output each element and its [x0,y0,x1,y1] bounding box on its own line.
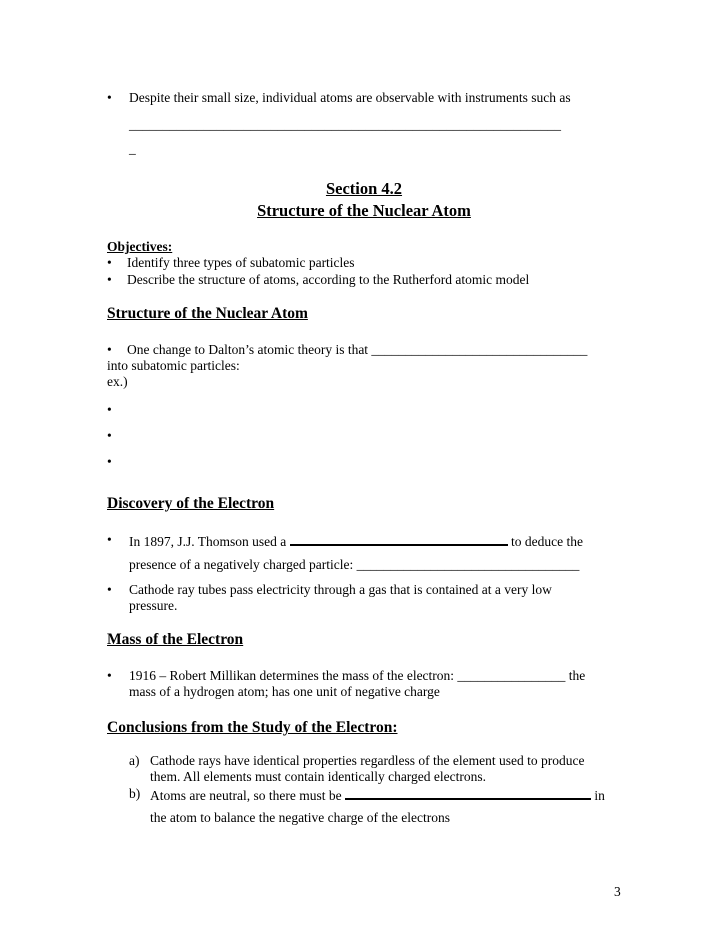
conclusion-a-label: a) [129,753,140,768]
empty-bullet: • [107,454,112,469]
empty-bullet: • [107,428,112,443]
section-number: Section 4.2 [325,179,403,198]
thomson-text-start: In 1897, J.J. Thomson used a [129,534,287,549]
conclusion-b-text-2: the atom to balance the negative charge of the electrons [150,810,450,825]
conclusion-b-text-end: in [594,788,605,803]
bullet-glyph: • [107,255,112,270]
intro-text: Despite their small size, individual atoms are observable with instruments such as [129,90,571,105]
bullet-glyph: • [107,272,112,287]
bullet-glyph: • [107,90,112,105]
structure-heading: Structure of the Nuclear Atom [107,305,308,322]
millikan-text-2: mass of a hydrogen atom; has one unit of negative charge [129,684,440,699]
millikan-text: 1916 – Robert Millikan determines the mass of the electron: ________________ the [129,668,586,683]
section-title: Structure of the Nuclear Atom [257,201,471,220]
bullet-glyph: • [107,668,112,683]
conclusion-b-text [150,786,605,804]
conclusion-b-text-start: Atoms are neutral, so there must be [150,788,342,803]
bullet-glyph: • [107,532,112,547]
intro-blank-line: ________________________________________________________________ [129,117,561,132]
structure-continuation: into subatomic particles: [107,358,240,373]
conclusion-b-blank [345,786,591,800]
mass-heading: Mass of the Electron [107,631,244,648]
conclusions-heading: Conclusions from the Study of the Electron: [107,719,398,736]
objective-item: Describe the structure of atoms, according to the Rutherford atomic model [127,272,530,287]
thomson-line2: presence of a negatively charged particle: _________________________________ [129,557,580,572]
intro-trailing-blank: _ [129,141,136,156]
electron-discovery-heading: Discovery of the Electron [107,495,275,512]
example-label: ex.) [107,374,128,389]
page-number: 3 [614,884,621,899]
structure-text: One change to Dalton’s atomic theory is that ________________________________ [127,342,588,357]
conclusion-b-label: b) [129,786,141,801]
thomson-text-end: to deduce the [511,534,583,549]
thomson-text [129,532,583,550]
cathode-tube-text: Cathode ray tubes pass electricity through a gas that is contained at a very low [129,582,552,597]
bullet-glyph: • [107,582,112,597]
objectives-heading: Objectives: [107,239,173,254]
conclusion-a-text-2: them. All elements must contain identically charged electrons. [150,769,487,784]
conclusion-a-text: Cathode rays have identical properties regardless of the element used to produce [150,753,585,768]
objective-item: Identify three types of subatomic particles [127,255,355,270]
thomson-blank [290,532,508,546]
cathode-tube-text-2: pressure. [129,598,178,613]
empty-bullet: • [107,402,112,417]
bullet-glyph: • [107,342,112,357]
